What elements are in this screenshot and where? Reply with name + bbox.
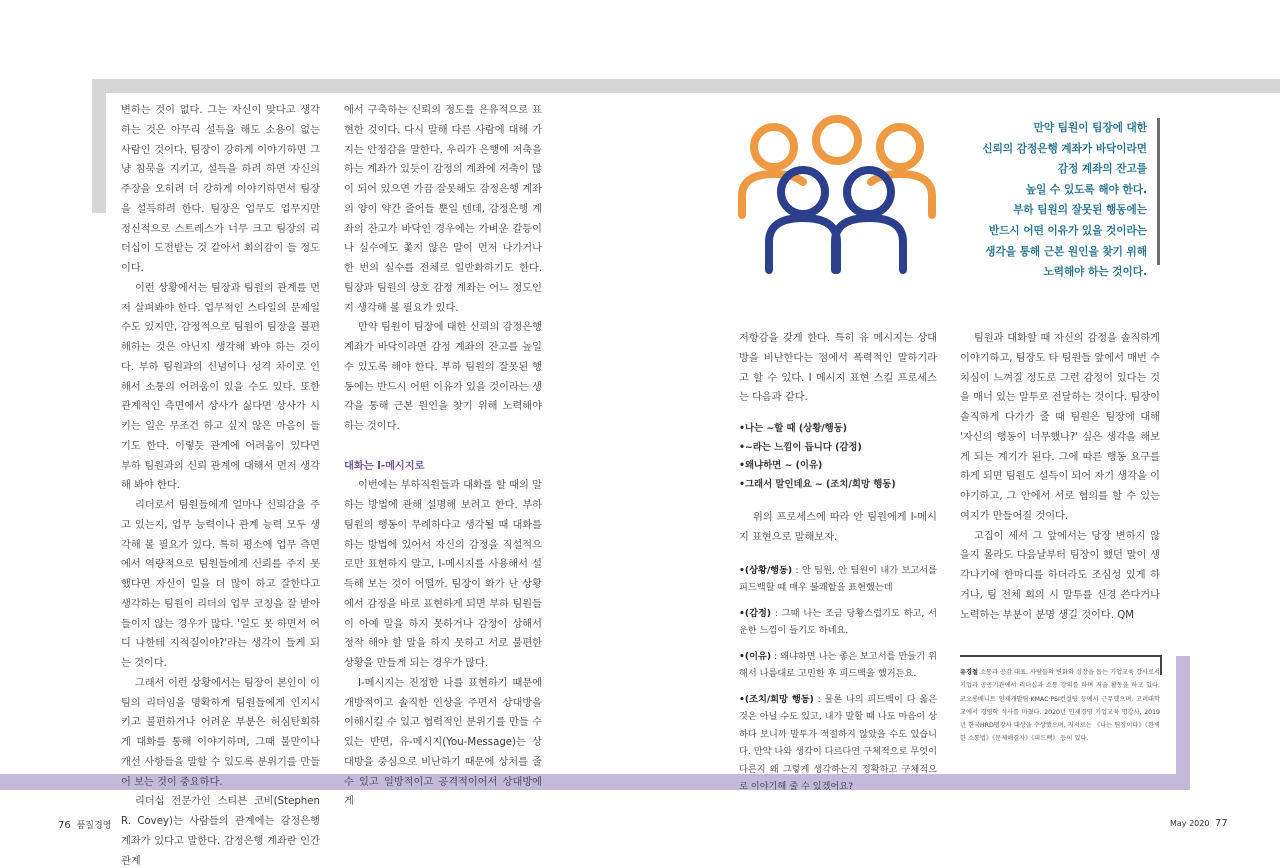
list-item: •~라는 느낌이 듭니다 (감정) bbox=[739, 441, 862, 453]
right-frame-bar bbox=[1176, 656, 1190, 790]
paragraph: I-메시지는 진정한 나를 표현하기 때문에 개방적이고 솔직한 인상을 주면서 상대방을 이해시킬 수 있고 협력적인 분위기를 만들 수 있는 반면, 유-메시지(You-Message)는 상대방을 중심으로 비난하기 때문에 상처를 줄 수 있고 일방적이고 공격적이어서 상대방에게 bbox=[344, 677, 542, 808]
paragraph: 이번에는 부하직원들과 대화를 할 때의 말하는 방법에 관해 설명해 보려고 한다. 부하 팀원의 행동이 무례하다고 생각될 때 대화를 하는 방법에 있어서 자신의 감정을 직설적으로만 표현하지 말고, I-메시지를 사용해서 설득해 보는 것이 어떨까. 팀장이 화가 난 상황에서 감정을 바로 표현하게 되면 부하 팀원들이 아예 말을 하지 못하거나 감정이 상해서 정작 해야 할 말을 하지 못하고 서로 불편한 상황을 만들게 되는 경우가 많다. bbox=[344, 480, 542, 669]
list-item: •왜냐하면 ~ (이유) bbox=[739, 460, 823, 471]
example-list bbox=[739, 562, 937, 796]
paragraph: 그래서 이런 상황에서는 팀장이 본인이 이 팀의 리더임을 명확하게 팀원들에게 인지시키고 불편하거나 어려운 부분은 허심탄회하게 대화를 통해 이야기하며, 그때 불만이나 개선 사항들을 말할 수 있도록 분위기를 만들어 보는 것이 중요하다. bbox=[121, 677, 320, 788]
author-name: 유경철 bbox=[960, 669, 978, 676]
pull-quote-line: 만약 팀원이 팀장에 대한 bbox=[1033, 122, 1147, 134]
paragraph: 리더십 전문가인 스티븐 코비(Stephen R. Covey)는 사람들의 관계에는 감정은행 계좌가 있다고 말한다. 감정은행 계좌란 인간관계 bbox=[121, 796, 320, 867]
issue-month: May bbox=[1170, 819, 1187, 828]
paragraph: 팀원과 대화할 때 자신의 감정을 솔직하게 이야기하고, 팀장도 타 팀원들 앞에서 매번 수치심이 느껴질 정도로 그런 감정이 있다는 것을 매너 있는 말투로 전달하는 것이다. 팀장이 솔직하게 다가가 줄 때 팀원은 팀장에 대해 '자신의 행동이 너무했나?' 싶은 생각을 해보게 되는 계기가 된다. 그에 따른 행동 요구를 하게 되면 팀원도 설득이 되어 자기 생각을 이야기하고, 그 안에서 서로 협의를 할 수 있는 여지가 만들어질 것이다. bbox=[960, 333, 1160, 522]
issue-year: 2020 bbox=[1189, 819, 1210, 828]
paragraph: 고집이 세서 그 앞에서는 당장 변하지 않을지 몰라도 다음날부터 팀장이 했던 말이 생각나기에 한마디를 하더라도 조심성 있게 하거나, 팀 전체 회의 시 말투를 신경 쓴다거나 노력하는 부분이 분명 생길 것이다. QM bbox=[960, 530, 1160, 621]
example-label: •(상황/행동) bbox=[739, 564, 793, 576]
left-page-column-2 bbox=[344, 101, 542, 812]
example-label: •(감정) bbox=[739, 607, 772, 619]
top-frame-bar bbox=[92, 79, 1280, 93]
right-page-column-1 bbox=[739, 329, 937, 796]
left-frame-bar bbox=[92, 79, 106, 213]
example-item bbox=[739, 562, 937, 597]
list-item: •그래서 말인데요 ~ (조치/희망 행동) bbox=[739, 478, 896, 490]
bio-divider-tick bbox=[1160, 655, 1162, 675]
pull-quote-line: 생각을 통해 근본 원인을 찾기 위해 bbox=[985, 245, 1147, 258]
right-folio bbox=[1170, 818, 1228, 829]
example-text: : 그때 나는 조금 당황스럽기도 하고, 서운한 느낌이 들기도 하네요. bbox=[739, 607, 937, 636]
paragraph: 변하는 것이 없다. 그는 자신이 맞다고 생각하는 것은 아무리 설득을 해도 소용이 없는 사람인 것이다. 팀장이 강하게 이야기하면 그냥 침묵을 지키고, 설득을 하려 하면 자신의 주장을 오히려 더 강하게 이야기하면서 팀장을 설득하려 한다. 팀장은 업무도 업무지만 정신적으로 스트레스가 너무 크고 팀장의 리더십이 도전받는 것 같아서 회의감이 들 정도이다. bbox=[121, 105, 320, 274]
example-text: : 왜냐하면 나는 좋은 보고서를 만들기 위해서 나름대로 고민한 후 피드백을 했거든요. bbox=[739, 650, 937, 679]
example-text: : 물론 나의 피드백이 다 옳은 것은 아닐 수도 있고, 내가 말할 때 나도 마음이 상하다 보니까 말투가 적절하지 않았을 수도 있습니다. 만약 나와 생각이 다르다면 구체적으로 무엇이 다른지 왜 그렇게 생각하는지 정확하고 구체적으로 이야기해 줄 수 있겠어요? bbox=[739, 693, 937, 792]
author-description: 소통과 공감 대표. 사람들의 변화와 성장을 돕는 기업교육 강사로서 기업과 공공기관에서 리더십과 소통 강의를 하며 저술 활동을 하고 있다. 코오롱베니트 인재개발팀·KMAC·PSI컨설팅 등에서 근무했으며, 고려대학교에서 경영학 석사를 마쳤다. 2020년 인재경영 기업교육 명강사, 2019년 한국HRD명강사 대상을 수상했으며, 저서로는 《나는 팀장이다》《완벽한 소통법》《문제해결자》《피드백》 등이 있다. bbox=[960, 669, 1160, 743]
page-number: 76 bbox=[58, 820, 71, 831]
team-people-icon bbox=[737, 112, 937, 284]
pull-quote-line: 반드시 어떤 이유가 있을 것이라는 bbox=[988, 224, 1147, 237]
example-text: : 안 팀원, 안 팀원이 내가 보고서를 피드백할 때 매우 불쾌함을 표현했는데 bbox=[739, 564, 937, 593]
paragraph: 이런 상황에서는 팀장과 팀원의 관계를 먼저 살펴봐야 한다. 업무적인 스타일의 문제일 수도 있지만, 감정적으로 팀원이 팀장을 불편해하는 것은 아닌지 생각해 봐야 하는 것이다. 부하 팀원과의 신념이나 성격 차이로 인해서 소통의 어려움이 있을 수도 있다. 또한 관계적인 측면에서 상사가 싫다면 상사가 시키는 일은 무조건 하고 싶지 않은 마음이 들기도 한다. 이렇듯 관계에 어려움이 있다면 부하 팀원과의 신뢰 관계에 대해서 먼저 생각해 봐야 한다. bbox=[121, 282, 320, 492]
paragraph: 에서 구축하는 신뢰의 정도를 은유적으로 표현한 것이다. 다시 말해 다른 사람에 대해 가지는 안정감을 말한다. 우리가 은행에 저축을 하는 계좌가 있듯이 감정의 계좌에 저축이 많이 되어 있으면 가끔 잘못해도 감정은행 계좌의 양이 약간 줄어들 뿐일 텐데, 감정은행 계좌의 잔고가 바닥인 경우에는 가벼운 갈등이나 실수에도 쫓지 않은 말이 먼저 나가거나 한 번의 실수를 전체로 일반화하기도 한다. 팀장과 팀원의 상호 감정 계좌는 어느 정도인지 생각해 볼 필요가 있다. bbox=[344, 105, 542, 314]
magazine-name: 품질경영 bbox=[76, 821, 112, 831]
section-subheading: 대화는 I-메시지로 bbox=[344, 460, 425, 472]
paragraph: 저항감을 갖게 한다. 특히 유 메시지는 상대방을 비난한다는 점에서 폭력적인 말하기라고 할 수 있다. I 메시지 표현 스킬 프로세스는 다음과 같다. bbox=[739, 333, 937, 404]
pull-quote-line: 높일 수 있도록 해야 한다. bbox=[1025, 183, 1147, 196]
list-item: •나는 ~할 때 (상황/행동) bbox=[739, 423, 848, 434]
pull-quote bbox=[980, 118, 1160, 279]
example-item bbox=[739, 605, 937, 640]
author-bio bbox=[960, 666, 1160, 746]
process-list bbox=[739, 420, 937, 494]
paragraph: 만약 팀원이 팀장에 대한 신뢰의 감정은행 계좌가 바닥이라면 감정 계좌의 잔고를 높일 수 있도록 해야 한다. 부하 팀원의 잘못된 행동에는 반드시 어떤 이유가 있을 것이라는 생각을 통해 근본 원인을 찾기 위해 노력해야 하는 것이다. bbox=[344, 322, 542, 432]
paragraph: 리더로서 팀원들에게 얼마나 신뢰감을 주고 있는지, 업무 능력이나 관계 능력 모두 생각해 볼 필요가 있다. 특히 평소에 업무 측면에서 역량적으로 팀원들에게 신뢰를 주지 못했다면 자신이 일을 더 많이 하고 잘한다고 생각하는 팀원이 리더의 업무 코칭을 잘 받아들이지 않는 경우가 많다. '일도 못 하면서 어디 나한테 지적질이야?'라는 생각이 들게 되는 것이다. bbox=[121, 500, 320, 669]
example-label: •(조치/희망 행동) bbox=[739, 693, 814, 705]
pull-quote-line: 노력해야 하는 것이다. bbox=[1043, 266, 1147, 279]
bio-divider bbox=[960, 655, 1162, 657]
pull-quote-line: 부하 팀원의 잘못된 행동에는 bbox=[1013, 204, 1147, 217]
left-folio bbox=[58, 818, 111, 831]
right-page-column-2 bbox=[960, 329, 1160, 625]
example-item bbox=[739, 648, 937, 683]
example-item bbox=[739, 691, 937, 796]
paragraph: 위의 프로세스에 따라 안 팀원에게 I-메시지 표현으로 말해보자. bbox=[739, 512, 937, 543]
page-number: 77 bbox=[1215, 818, 1228, 829]
pull-quote-line: 감정 계좌의 잔고를 bbox=[1057, 163, 1147, 176]
pull-quote-line: 신뢰의 감정은행 계좌가 바닥이라면 bbox=[982, 142, 1147, 155]
left-page-column-1 bbox=[121, 101, 320, 868]
example-label: •(이유) bbox=[739, 650, 772, 662]
